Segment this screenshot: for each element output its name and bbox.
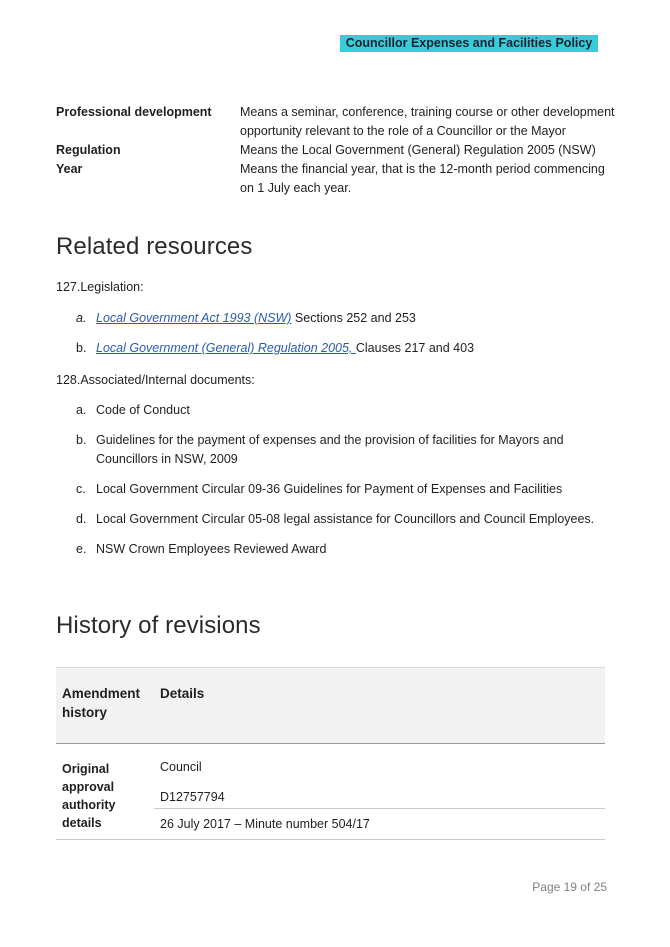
clause-128 [56,371,255,390]
list-marker: b. [76,433,87,447]
list-marker: d. [76,512,87,526]
list-item-text: Guidelines for the payment of expenses and the provision of facilities for Mayors and Councillors in NSW, 2009 [96,433,564,466]
list-marker: e. [76,542,87,556]
table-row [56,744,605,789]
definition-term: Year [56,162,83,176]
clause-label: Associated/Internal documents: [80,373,255,387]
list-marker: c. [76,482,86,496]
list-marker: b. [76,341,87,355]
clause-label: Legislation: [80,280,144,294]
definition-term: Regulation [56,143,121,157]
legislation-list [76,309,596,369]
clause-number: 127. [56,280,81,294]
column-header-details: Details [154,668,605,744]
documents-list [76,401,596,570]
list-item [76,480,596,499]
definition-description: Means a seminar, conference, training course or other development opportunity relevant to the role of a Councillor or the Mayor [240,105,615,138]
clause-127 [56,278,144,297]
revision-history-table [56,667,605,840]
list-marker: a. [76,311,87,325]
list-item [76,339,596,358]
list-item [76,431,596,469]
regulation-link[interactable]: Local Government (General) Regulation 2005, [96,341,356,355]
list-item-text: Local Government Circular 09-36 Guidelines for Payment of Expenses and Facilities [96,482,563,496]
legislation-link[interactable]: Local Government Act 1993 (NSW) [96,311,292,325]
clause-number: 128. [56,373,81,387]
list-item [76,540,596,559]
approval-date-value: 26 July 2017 – Minute number 504/17 [154,809,605,840]
document-title-banner: Councillor Expenses and Facilities Policy [340,35,598,52]
page-number: Page 19 of 25 [532,880,607,894]
definitions-list [56,103,616,198]
history-of-revisions-heading: History of revisions [56,612,261,639]
related-resources-heading: Related resources [56,233,253,260]
column-header-amendment-history: Amendment history [56,668,154,744]
list-item-text: Sections 252 and 253 [291,311,416,325]
table-header-row [56,668,605,744]
definition-row [56,160,616,198]
document-reference-value: D12757794 [154,788,605,809]
definition-description: Means the Local Government (General) Regulation 2005 (NSW) [240,143,596,157]
list-marker: a. [76,403,87,417]
definition-row [56,141,616,160]
list-item-text: Clauses 217 and 403 [355,341,475,355]
approval-authority-value: Council [160,760,202,774]
definition-term: Professional development [56,105,212,119]
list-item [76,401,596,420]
row-label: Original approval authority details [56,744,154,840]
definition-row [56,103,616,141]
list-item-text: Code of Conduct [96,403,190,417]
list-item [76,510,596,529]
list-item [76,309,596,328]
definition-description: Means the financial year, that is the 12-month period commencing on 1 July each year. [240,162,605,195]
list-item-text: Local Government Circular 05-08 legal assistance for Councillors and Council Employees. [96,512,595,526]
list-item-text: NSW Crown Employees Reviewed Award [96,542,327,556]
